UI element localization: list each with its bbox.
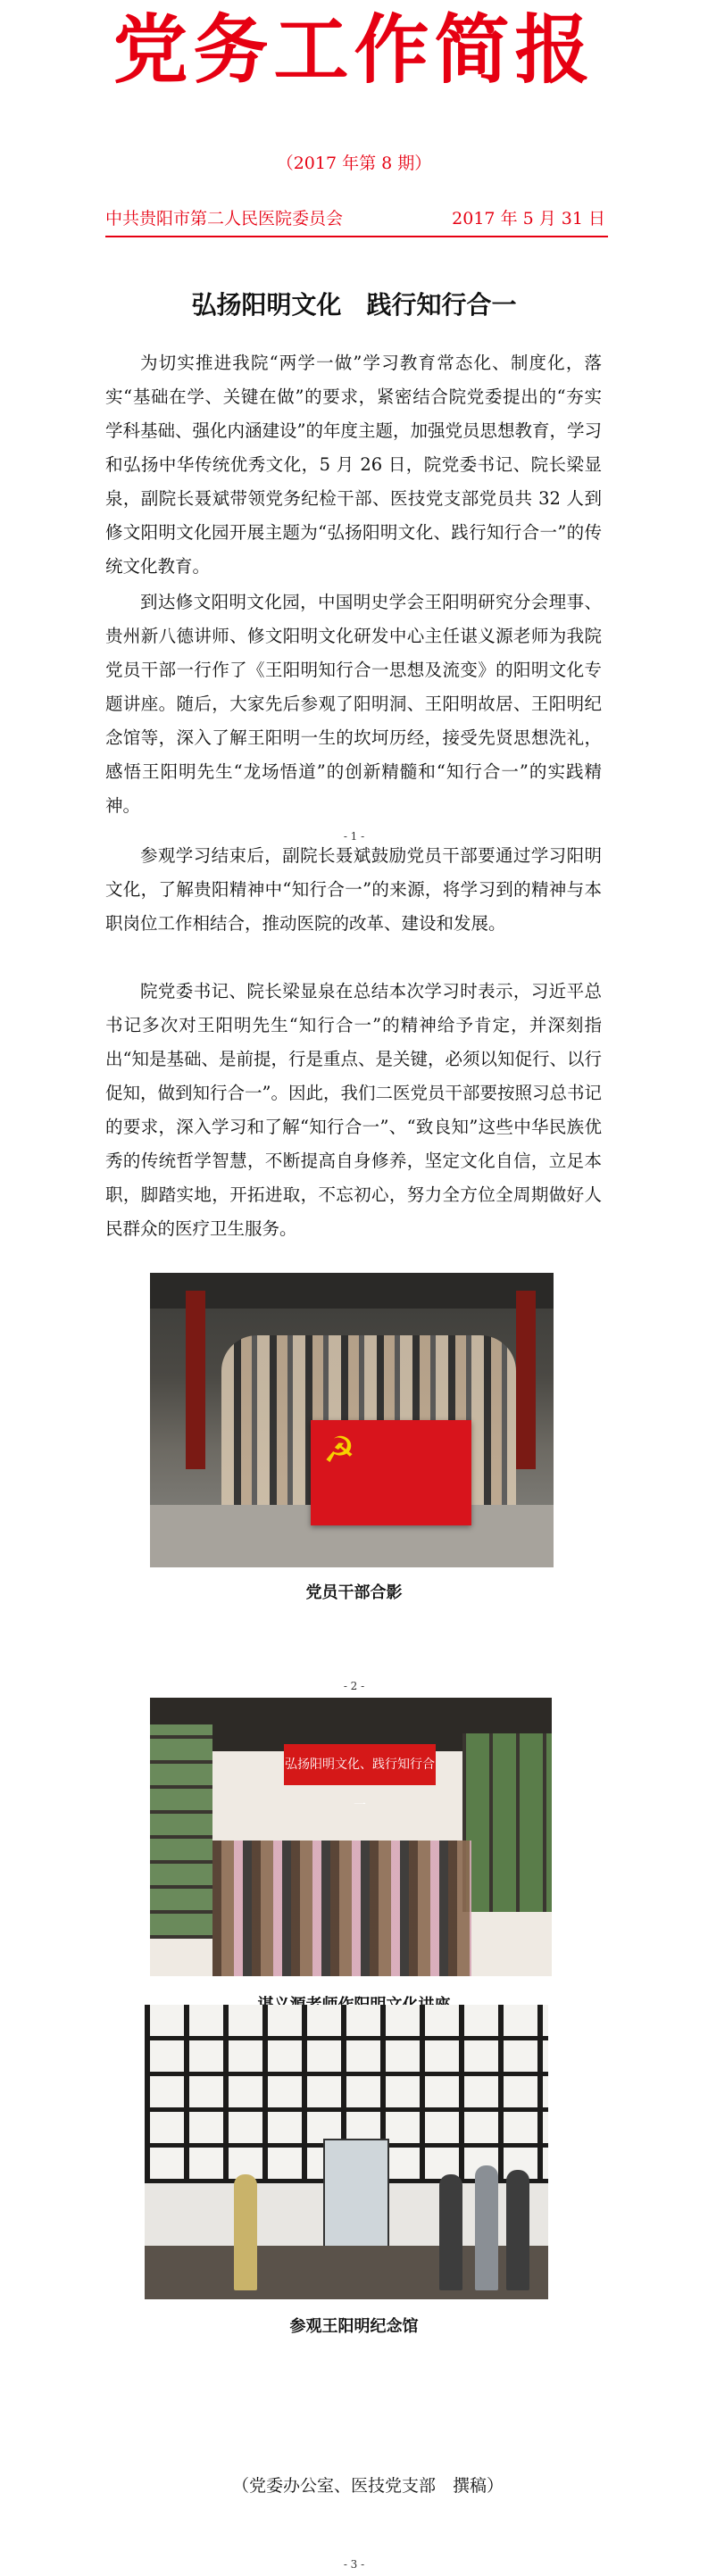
lecture-photo bbox=[150, 1698, 552, 1976]
paragraph-4: 院党委书记、院长梁显泉在总结本次学习时表示，习近平总书记多次对王阳明先生“知行合一”的精神给予肯定，并深刻指出“知是基础、是前提，行是重点、是关键，必须以知促行、以行促知，做到知行合一”。因此，我们二医党员干部要按照习总书记的要求，深入学习和了解“知行合一”、“致良知”这些中华民族优秀的传统哲学智慧，不断提高自身修养，坚定文化自信，立足本职，脚踏实地，开拓进取，不忘初心，努力全方位全周期做好人民群众的医疗卫生服务。 bbox=[105, 981, 602, 1239]
photo-caption-1: 党员干部合影 bbox=[305, 1583, 403, 1602]
page-number-2: - 2 - bbox=[343, 1680, 365, 1692]
window-right bbox=[462, 1733, 552, 1912]
group-photo bbox=[150, 1273, 554, 1567]
visitor-figure bbox=[234, 2174, 257, 2290]
issuing-organization: 中共贵阳市第二人民医院委员会 bbox=[105, 209, 344, 229]
pillar-left bbox=[186, 1291, 205, 1469]
visitor-figure bbox=[439, 2174, 462, 2290]
audience bbox=[212, 1841, 471, 1976]
hammer-sickle-icon: ☭ bbox=[323, 1430, 355, 1471]
lecture-banner: 弘扬阳明文化、践行知行合一 bbox=[284, 1744, 436, 1785]
party-flag bbox=[311, 1420, 471, 1525]
paragraph-1: 为切实推进我院“两学一做”学习教育常态化、制度化，落实“基础在学、关键在做”的要求，紧密结合院党委提出的“夯实学科基础、强化内涵建设”的年度主题，加强党员思想教育，学习和弘扬中华传统优秀文化，5 月 26 日，院党委书记、院长梁显泉，副院长聂斌带领党务纪检干部、医技党支部党员共 32 人到修文阳明文化园开展主题为“弘扬阳明文化、践行知行合一”的传统文化教育。 bbox=[105, 353, 602, 577]
page-number-3: - 3 - bbox=[343, 2558, 365, 2571]
paragraph-2: 到达修文阳明文化园，中国明史学会王阳明研究分会理事、贵州新八德讲师、修文阳明文化研发中心主任谌义源老师为我院党员干部一行作了《王阳明知行合一思想及流变》的阳明文化专题讲座。随后，大家先后参观了阳明洞、王阳明故居、王阳明纪念馆等，深入了解王阳明一生的坎坷历经，接受先贤思想洗礼，感悟王阳明先生“龙场悟道”的创新精髓和“知行合一”的实践精神。 bbox=[105, 592, 602, 816]
issue-date: 2017 年 5 月 31 日 bbox=[452, 209, 605, 229]
issue-number: （2017 年第 8 期） bbox=[276, 154, 432, 173]
masthead-title: 党务工作简报 bbox=[112, 6, 596, 94]
pillar-right bbox=[516, 1291, 536, 1469]
paragraph-3: 参观学习结束后，副院长聂斌鼓励党员干部要通过学习阳明文化，了解贵阳精神中“知行合一”的来源，将学习到的精神与本职岗位工作相结合，推动医院的改革、建设和发展。 bbox=[105, 845, 602, 934]
article-title: 弘扬阳明文化 践行知行合一 bbox=[191, 290, 517, 320]
page-number-1: - 1 - bbox=[343, 830, 365, 843]
window-left bbox=[150, 1724, 212, 1939]
article-credit: （党委办公室、医技党支部 撰稿） bbox=[232, 2476, 504, 2496]
visitor-figure bbox=[475, 2165, 498, 2290]
pavilion-roof bbox=[150, 1273, 554, 1309]
memorial-hall-photo bbox=[145, 2005, 548, 2299]
photo-caption-3: 参观王阳明纪念馆 bbox=[289, 2317, 419, 2336]
visitor-figure bbox=[506, 2170, 529, 2290]
display-case bbox=[323, 2139, 389, 2258]
header-divider bbox=[105, 236, 608, 237]
